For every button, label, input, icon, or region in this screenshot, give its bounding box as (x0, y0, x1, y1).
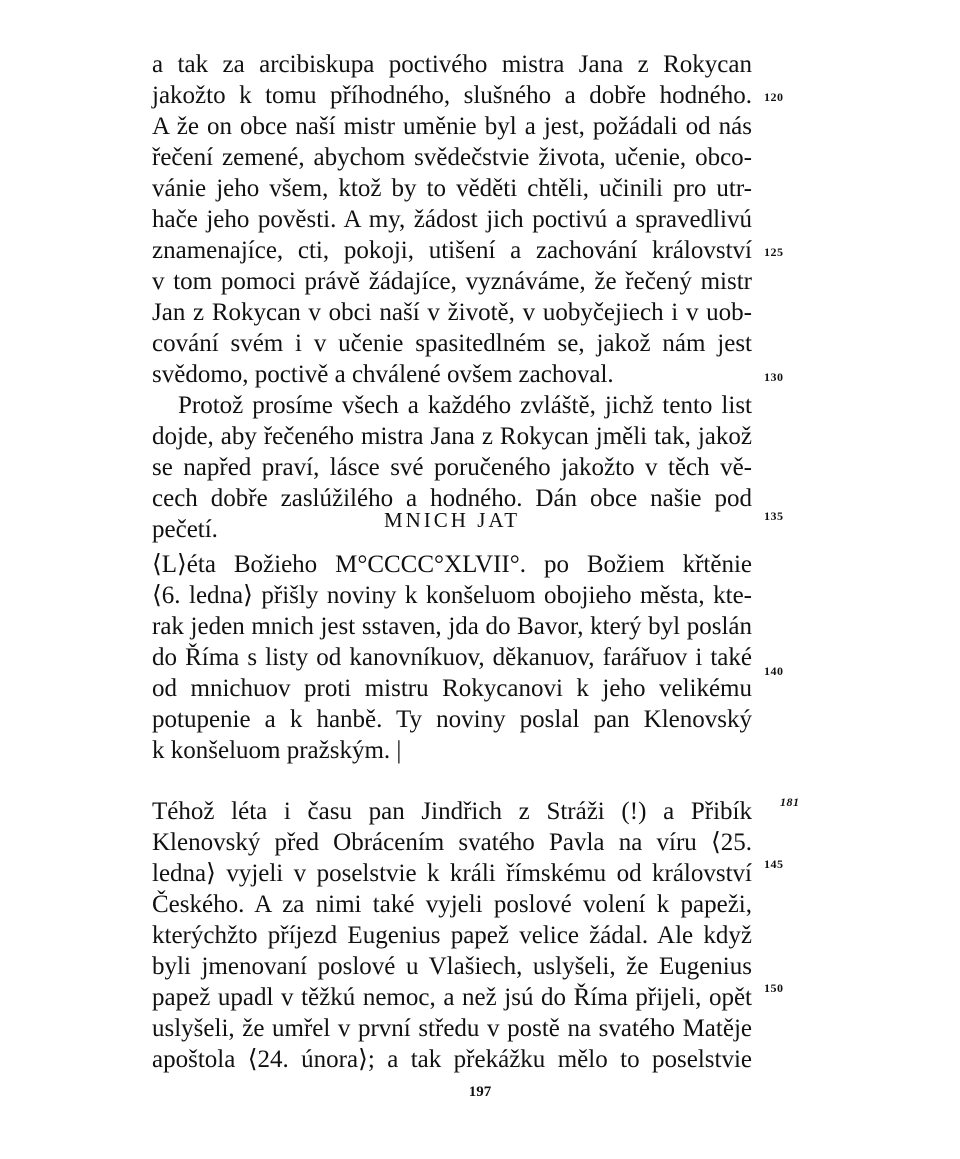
text-line: Téhož léta i času pan Jindřich z Stráži (!) a Přibík (152, 798, 752, 825)
section-heading: MNICH JAT (383, 508, 521, 532)
text-line: a tak za arcibiskupa poctivého mistra Jana z Rokycan (152, 51, 752, 78)
page-number: 197 (468, 1084, 492, 1100)
text-line: pečetí. (152, 516, 218, 543)
text-line: jakožto k tomu příhodného, slušného a dobře hodného. (152, 82, 752, 109)
text-line: řečení zemené, abychom svědečstvie života, učenie, obco- (152, 144, 752, 171)
text-line: cování svém i v učenie spasitedlném se, jakož nám jest (152, 330, 752, 357)
text-line: kterýchžto příjezd Eugenius papež velice žádal. Ale když (152, 922, 752, 949)
text-line: A že on obce naší mistr uměnie byl a jest, požádali od nás (152, 113, 752, 140)
text-line: apoštola ⟨24. února⟩; a tak překážku mělo to poselstvie (152, 1046, 752, 1073)
text-line: svědomo, poctivě a chválené ovšem zachoval. (152, 361, 614, 388)
text-line: od mnichuov proti mistru Rokycanovi k jeho velikému (152, 675, 752, 702)
line-number: 150 (764, 981, 784, 995)
text-line: byli jmenovaní poslové u Vlašiech, uslyšeli, že Eugenius (152, 953, 752, 980)
text-line: Protož prosíme všech a každého zvláště, jichž tento list (178, 392, 752, 419)
line-number: 145 (764, 857, 784, 871)
text-line: hače jeho pověsti. A my, žádost jich poctivú a spravedlivú (152, 206, 752, 233)
text-line: se napřed praví, lásce své poručeného jakožto v těch vě- (152, 454, 752, 481)
text-line: dojde, aby řečeného mistra Jana z Rokycan jměli tak, jakož (152, 423, 752, 450)
text-line: k konšeluom pražským. | (152, 737, 402, 764)
text-line: Jan z Rokycan v obci naší v životě, v uobyčejiech i v uob- (152, 299, 752, 326)
text-line: ⟨L⟩éta Božieho M°CCCC°XLVII°. po Božiem křtěnie (152, 551, 752, 578)
text-line: znamenajíce, cti, pokoji, utišení a zachování království (152, 237, 752, 264)
text-line: vánie jeho všem, ktož by to věděti chtěli, učinili pro utr- (152, 175, 752, 202)
text-line: ⟨6. ledna⟩ přišly noviny k konšeluom obojieho města, kte- (152, 582, 752, 609)
line-number: 130 (764, 370, 784, 384)
text-line: ledna⟩ vyjeli v poselstvie k králi římskému od království (152, 860, 752, 887)
line-number: 120 (764, 90, 784, 104)
text-line: uslyšeli, že umřel v první středu v postě na svatého Matěje (152, 1015, 752, 1042)
text-line: papež upadl v těžkú nemoc, a než jsú do Říma přijeli, opět (152, 984, 752, 1011)
source-page-marker: 181 (780, 795, 800, 809)
text-line: cech dobře zaslúžilého a hodného. Dán obce našie pod (152, 485, 752, 512)
text-line: Klenovský před Obrácením svatého Pavla na víru ⟨25. (152, 829, 752, 856)
text-line: v tom pomoci právě žádajíce, vyznáváme, že řečený mistr (152, 268, 752, 295)
text-line: do Říma s listy od kanovníkuov, děkanuov, farářuov i také (152, 644, 752, 671)
line-number: 125 (764, 245, 784, 259)
text-line: Českého. A za nimi také vyjeli poslové volení k papeži, (152, 891, 752, 918)
text-line: potupenie a k hanbě. Ty noviny poslal pan Klenovský (152, 706, 752, 733)
line-number: 135 (764, 509, 784, 523)
text-line: rak jeden mnich jest sstaven, jda do Bavor, který byl poslán (152, 613, 752, 640)
line-number: 140 (764, 664, 784, 678)
